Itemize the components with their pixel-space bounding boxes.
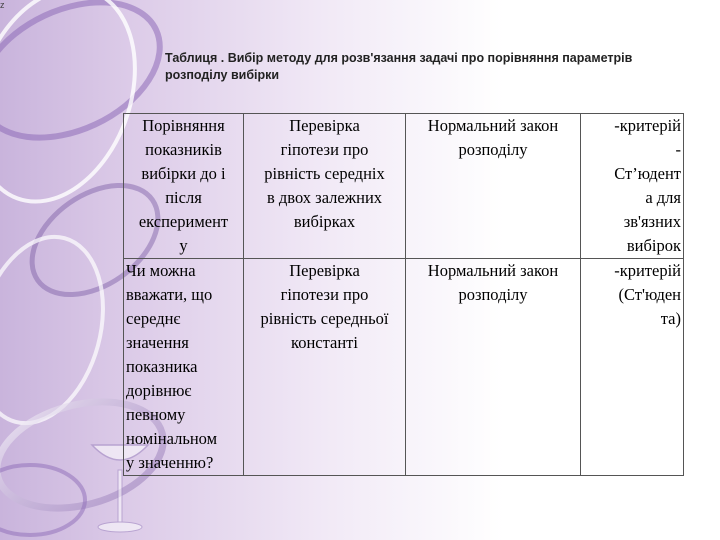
cell-criterion — [581, 114, 684, 259]
cell-text: у — [179, 236, 188, 255]
title-line: Таблиця . Вибір методу для розв'язання задачі про порівняння параметрів — [165, 51, 633, 65]
cell-text: показника — [126, 357, 198, 376]
cell-text: певному — [126, 405, 186, 424]
cell-text: в двох залежних — [266, 188, 383, 207]
cell-distribution — [406, 259, 581, 476]
cell-hypothesis — [244, 114, 406, 259]
cell-criterion — [581, 259, 684, 476]
method-selection-table — [123, 113, 684, 476]
cell-text: експеримент — [138, 212, 229, 231]
cell-text: дорівнює — [126, 381, 192, 400]
cell-text: рівність середньої — [260, 309, 389, 328]
cell-text: рівність середніх — [264, 164, 385, 183]
cell-text: після — [165, 188, 202, 207]
title-line: розподілу вибірки — [165, 68, 280, 82]
cell-text: номінальном — [126, 429, 218, 448]
cell-text: вважати, що — [126, 285, 213, 304]
table-row — [124, 114, 684, 259]
cell-text: вибірках — [293, 212, 356, 231]
cell-text: вибірки до і — [141, 164, 226, 183]
cell-text: вибірок — [626, 236, 681, 255]
cell-text: у значенню? — [126, 453, 214, 472]
cell-text: зв'язних — [623, 212, 681, 231]
cell-text: гіпотези про — [280, 140, 369, 159]
cell-question — [124, 114, 244, 259]
cell-text: показників — [145, 140, 222, 159]
cell-text: гіпотези про — [280, 285, 369, 304]
cell-text: Перевірка — [289, 261, 360, 280]
cell-text: розподілу — [458, 285, 528, 304]
cell-distribution — [406, 114, 581, 259]
cell-text: та) — [660, 309, 681, 328]
table-title — [165, 50, 695, 84]
cell-text: а для — [645, 188, 681, 207]
cell-hypothesis — [244, 259, 406, 476]
cell-text: розподілу — [458, 140, 528, 159]
cell-text: - — [675, 140, 681, 159]
cell-question — [124, 259, 244, 476]
cell-text: Чи можна — [126, 261, 196, 280]
cell-text: константі — [291, 333, 358, 352]
cell-text: Перевірка — [289, 116, 360, 135]
cell-text: Порівняння — [142, 116, 225, 135]
cell-text: Нормальний закон — [427, 261, 559, 280]
cell-text: -критерій — [614, 261, 681, 280]
cell-text: Нормальний закон — [427, 116, 559, 135]
table-row — [124, 259, 684, 476]
cell-text: (Ст'юден — [618, 285, 681, 304]
cell-text: -критерій — [614, 116, 681, 135]
corner-mark: z — [0, 0, 5, 10]
cell-text: Ст’юдент — [614, 164, 681, 183]
cell-text: середнє — [126, 309, 181, 328]
cell-text: значення — [126, 333, 189, 352]
